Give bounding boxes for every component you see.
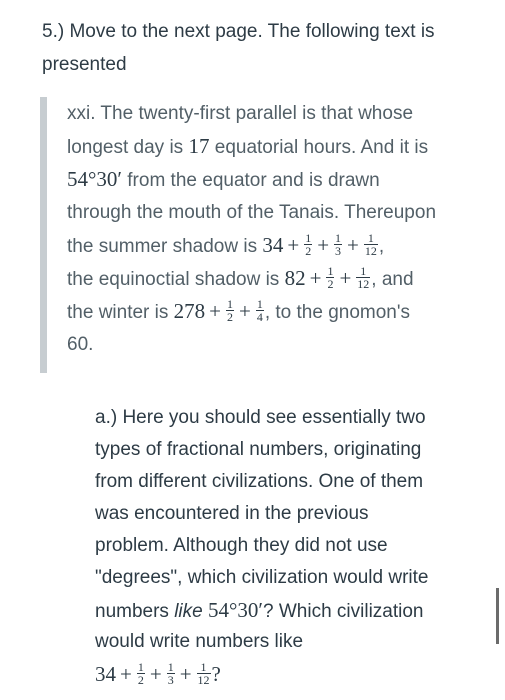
quote-text: the summer shadow is (67, 236, 263, 257)
math-plus: + (287, 233, 300, 257)
math-plus: + (317, 233, 330, 257)
fraction-numerator: 1 (200, 660, 207, 675)
scrollbar-thumb[interactable] (496, 588, 499, 644)
math-fraction (364, 232, 378, 257)
math-number: 17 (188, 134, 210, 158)
question-line-8: would write numbers like (95, 631, 304, 652)
question-line-2: types of fractional numbers, originating (95, 439, 422, 460)
heading-line-1: 5.) Move to the next page. The following text is (42, 21, 435, 42)
heading-line-2: presented (42, 54, 127, 75)
math-plus: + (239, 299, 251, 323)
fraction-denominator: 12 (364, 244, 377, 259)
problem-heading (42, 16, 497, 82)
math-plus: + (339, 266, 352, 290)
math-plus: + (149, 662, 162, 686)
quote-text: from the equator and is drawn (122, 170, 380, 191)
math-plus: + (347, 233, 359, 257)
math-number: 278 (173, 299, 206, 323)
quote-text: , to the gnomon's (264, 302, 411, 323)
fraction-denominator: 4 (256, 310, 263, 325)
question-a (95, 402, 485, 690)
fraction-denominator: 2 (137, 673, 144, 688)
quote-line-1: xxi. The twenty-first parallel is that whose (67, 103, 414, 124)
math-plus: + (309, 266, 322, 290)
math-number: 34 (95, 662, 116, 686)
fraction-numerator: 1 (367, 231, 374, 246)
question-line-3: from different civilizations. One of them (95, 471, 424, 492)
math-fraction (226, 298, 234, 323)
fraction-denominator: 2 (327, 277, 334, 292)
quote-line-5 (67, 229, 497, 262)
math-fraction (137, 661, 145, 686)
quote-text: , (378, 236, 385, 257)
question-line-5: problem. Although they did not use (95, 535, 388, 556)
question-mark: ? (211, 662, 221, 686)
math-number: 82 (284, 266, 306, 290)
quote-line-7 (67, 295, 497, 328)
math-degrees: 54°30′ (67, 167, 122, 191)
fraction-denominator: 12 (197, 673, 210, 688)
quote-text: the equinoctial shadow is (67, 269, 285, 290)
fraction-denominator: 12 (357, 277, 370, 292)
math-number: 34 (262, 233, 284, 257)
math-fraction (326, 265, 334, 290)
question-line-6: "degrees", which civilization would write (95, 567, 429, 588)
math-fraction (356, 265, 370, 290)
question-line-4: was encountered in the previous (95, 503, 369, 524)
fraction-denominator: 3 (167, 673, 174, 688)
math-fraction (197, 661, 211, 686)
fraction-numerator: 1 (305, 231, 312, 246)
question-line-1: a.) Here you should see essentially two (95, 407, 426, 428)
quote-line-4: through the mouth of the Tanais. Thereupon (67, 202, 437, 223)
quote-line-6 (67, 262, 497, 295)
math-plus: + (179, 662, 192, 686)
question-text: ? Which civilization (263, 601, 424, 622)
quote-text: equatorial hours. And it is (209, 137, 429, 158)
fraction-denominator: 2 (305, 244, 312, 259)
fraction-numerator: 1 (227, 297, 233, 312)
quoted-passage (40, 97, 494, 373)
fraction-numerator: 1 (167, 660, 174, 675)
quote-text: the winter is (67, 302, 174, 323)
question-line-7 (95, 594, 485, 626)
quote-line-3 (67, 163, 497, 196)
emphasis-like: like (174, 601, 203, 622)
quote-line-2 (67, 130, 497, 163)
math-fraction (334, 232, 342, 257)
fraction-numerator: 1 (335, 231, 342, 246)
math-fraction (304, 232, 312, 257)
quote-line-8: 60. (67, 334, 94, 355)
math-fraction (167, 661, 175, 686)
question-text: numbers (95, 601, 175, 622)
fraction-numerator: 1 (137, 660, 144, 675)
fraction-numerator: 1 (256, 297, 263, 312)
math-degrees: 54°30′ (208, 598, 263, 622)
fraction-numerator: 1 (327, 264, 334, 279)
fraction-numerator: 1 (360, 264, 367, 279)
math-fraction (256, 298, 264, 323)
quote-text: , and (371, 269, 414, 290)
quote-text: longest day is (67, 137, 189, 158)
math-plus: + (209, 299, 221, 323)
fraction-denominator: 2 (227, 310, 233, 325)
fraction-denominator: 3 (335, 244, 342, 259)
quoted-passage-text (67, 97, 497, 361)
math-plus: + (120, 662, 132, 686)
question-line-9 (95, 658, 485, 690)
